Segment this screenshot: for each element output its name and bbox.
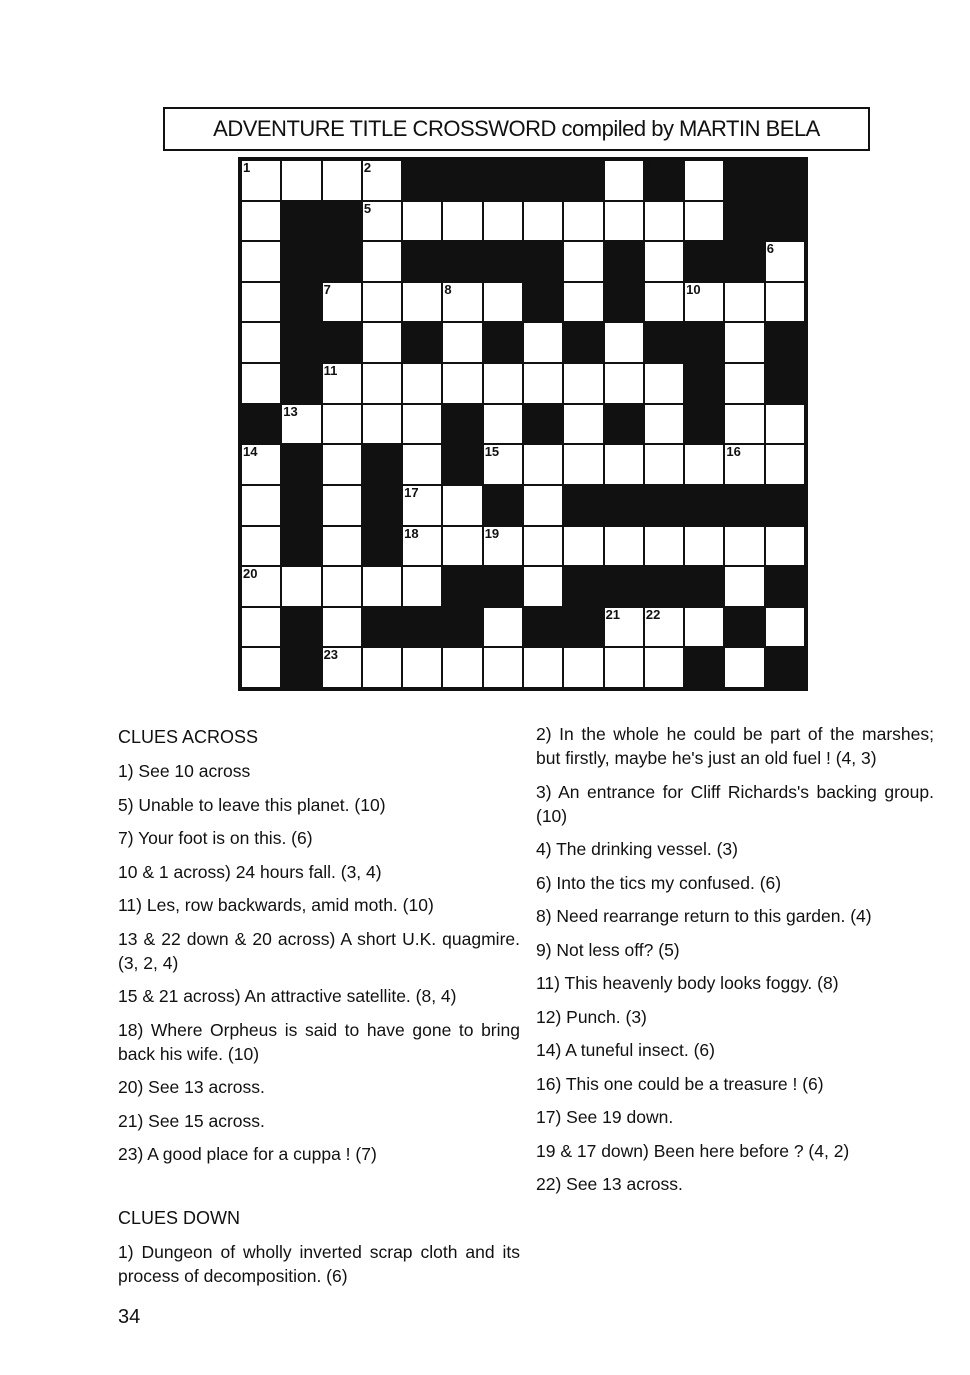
grid-cell-white[interactable] [684,526,724,567]
grid-cell-white[interactable] [442,647,482,688]
grid-cell-black [362,607,402,648]
clue-number: 1 [243,160,251,175]
grid-cell-white[interactable] [483,282,523,323]
page-number: 34 [118,1306,141,1328]
grid-cell-black [322,241,362,282]
grid-cell-black [322,322,362,363]
clue-item: 11) Les, row backwards, amid moth. (10) [118,895,434,915]
clue-number: 11 [323,363,338,379]
grid-cell-white[interactable] [241,444,281,485]
grid-cell-white[interactable] [604,160,644,201]
grid-cell-white[interactable] [241,201,281,242]
grid-cell-white[interactable] [241,566,281,607]
grid-cell-black [281,526,321,567]
grid-cell-white[interactable] [483,526,523,567]
grid-cell-white[interactable] [604,201,644,242]
clue-number: 3 [523,159,532,174]
grid-cell-white[interactable] [322,363,362,404]
grid-cell-black [281,444,321,485]
grid-cell-black [684,647,724,688]
grid-cell-black [483,322,523,363]
grid-cell-white[interactable] [604,526,644,567]
grid-cell-black [483,241,523,282]
grid-cell-white[interactable] [402,485,442,526]
grid-cell-black [724,485,764,526]
grid-cell-white[interactable] [362,566,402,607]
grid-cell-white[interactable] [644,282,684,323]
grid-cell-white[interactable] [563,526,603,567]
clue-item: 18) Where Orpheus is said to have gone to bring back his wife. (10) [118,1019,520,1064]
grid-cell-black [483,485,523,526]
clue-item: 13 & 22 down & 20 across) A short U.K. quagmire. (3, 2, 4) [118,928,520,973]
grid-cell-white[interactable] [322,444,362,485]
grid-cell-white[interactable] [402,444,442,485]
clues-right-column [536,722,934,1206]
grid-cell-black [281,485,321,526]
clue-number: 19 [484,525,500,541]
grid-cell-white[interactable] [362,160,402,201]
grid-cell-white[interactable] [241,647,281,688]
clue-number: 21 [605,606,621,622]
clue-item: 8) Need rearrange return to this garden. (4) [536,906,872,926]
clue-number: 22 [645,606,661,622]
grid-cell-white[interactable] [402,363,442,404]
grid-cell-black [644,566,684,607]
grid-cell-black [362,444,402,485]
grid-cell-white[interactable] [523,485,563,526]
grid-cell-white[interactable] [241,160,281,201]
clue-number: 16 [726,444,741,460]
grid-cell-black [281,282,321,323]
grid-cell-white[interactable] [684,282,724,323]
clue-item: 1) See 10 across [118,761,251,781]
grid-cell-white[interactable] [402,566,442,607]
grid-cell-black [765,160,805,201]
clue-number: 20 [243,566,258,582]
grid-cell-white[interactable] [604,607,644,648]
grid-cell-black [644,160,684,201]
grid-cell-black [442,404,482,445]
grid-cell-white[interactable] [241,607,281,648]
grid-cell-white[interactable] [523,322,563,363]
grid-cell-white[interactable] [563,404,603,445]
grid-cell-black [442,241,482,282]
grid-cell-white[interactable] [402,526,442,567]
grid-cell-white[interactable] [322,566,362,607]
grid-cell-white[interactable] [402,201,442,242]
grid-cell-black [402,241,442,282]
clue-number: 7 [323,281,331,297]
grid-cell-white[interactable] [765,282,805,323]
grid-cell-black [604,282,644,323]
grid-cell-white[interactable] [362,282,402,323]
grid-cell-black [523,607,563,648]
grid-cell-black [402,322,442,363]
grid-cell-black [322,201,362,242]
grid-cell-black [523,160,563,201]
grid-cell-white[interactable] [483,444,523,485]
grid-cell-white[interactable] [402,647,442,688]
grid-cell-white[interactable] [322,160,362,201]
grid-cell-black [241,404,281,445]
grid-cell-black [563,160,603,201]
grid-cell-white[interactable] [241,241,281,282]
grid-cell-black [523,404,563,445]
grid-cell-white[interactable] [241,485,281,526]
grid-cell-white[interactable] [523,363,563,404]
grid-cell-white[interactable] [483,363,523,404]
grid-cell-black [523,241,563,282]
clue-item: 9) Not less off? (5) [536,939,680,960]
clue-item: 2) In the whole he could be part of the marshes; but firstly, maybe he's just an old fuel ! (4, 3) [536,724,934,768]
grid-cell-white[interactable] [241,526,281,567]
grid-cell-white[interactable] [765,444,805,485]
grid-cell-white[interactable] [684,201,724,242]
grid-cell-black [442,607,482,648]
grid-cell-white[interactable] [362,201,402,242]
grid-cell-black [765,566,805,607]
grid-cell-black [644,322,684,363]
clue-number: 23 [323,647,339,663]
grid-cell-white[interactable] [442,322,482,363]
clue-item: 12) Punch. (3) [536,1006,647,1027]
grid-cell-black [563,607,603,648]
grid-cell-black [402,160,442,201]
grid-cell-black [684,566,724,607]
grid-cell-white[interactable] [724,566,764,607]
clue-number: 14 [243,444,258,460]
grid-cell-white[interactable] [563,241,603,282]
grid-cell-white[interactable] [765,607,805,648]
clue-item: 19 & 17 down) Been here before ? (4, 2) [536,1140,850,1161]
grid-cell-white[interactable] [442,363,482,404]
clue-number: 13 [283,403,298,419]
grid-cell-black [684,241,724,282]
grid-cell-white[interactable] [644,363,684,404]
grid-cell-white[interactable] [281,160,321,201]
grid-cell-black [604,241,644,282]
grid-cell-white[interactable] [523,526,563,567]
grid-cell-white[interactable] [604,363,644,404]
grid-cell-white[interactable] [604,444,644,485]
grid-cell-black [523,282,563,323]
grid-cell-white[interactable] [684,607,724,648]
grid-cell-black [362,485,402,526]
grid-cell-black [563,566,603,607]
grid-cell-black [765,201,805,242]
clue-number: 9 [604,280,612,296]
grid-cell-white[interactable] [724,444,764,485]
clue-number: 12 [685,362,700,378]
grid-cell-white[interactable] [523,566,563,607]
clue-item: 1) Dungeon of wholly inverted scrap cloth and its process of decomposition. (6) [118,1242,520,1286]
clue-item: 14) A tuneful insect. (6) [536,1040,715,1060]
grid-cell-black [483,160,523,201]
grid-cell-black [402,607,442,648]
grid-cell-white[interactable] [442,282,482,323]
grid-cell-white[interactable] [765,526,805,567]
grid-cell-black [483,566,523,607]
grid-cell-black [281,363,321,404]
grid-cell-white[interactable] [442,485,482,526]
grid-cell-white[interactable] [563,282,603,323]
grid-cell-white[interactable] [684,160,724,201]
grid-cell-black [563,485,603,526]
grid-cell-black [281,241,321,282]
grid-cell-white[interactable] [322,404,362,445]
grid-cell-white[interactable] [724,404,764,445]
grid-cell-white[interactable] [241,282,281,323]
clue-number: 8 [444,281,452,297]
grid-cell-black [281,201,321,242]
grid-cell-white[interactable] [684,444,724,485]
grid-cell-black [684,322,724,363]
clue-item: 3) An entrance for Cliff Richards's backing group. (10) [536,781,934,826]
grid-cell-white[interactable] [765,404,805,445]
grid-cell-white[interactable] [483,647,523,688]
grid-cell-black [765,363,805,404]
clues-down-heading: CLUES DOWN [118,1208,241,1228]
grid-cell-black [765,485,805,526]
clue-number: 15 [484,444,500,460]
grid-cell-white[interactable] [483,404,523,445]
grid-cell-white[interactable] [523,201,563,242]
clue-item: 20) See 13 across. [118,1077,265,1097]
grid-cell-white[interactable] [322,647,362,688]
grid-cell-white[interactable] [644,241,684,282]
clue-number: 10 [686,281,701,297]
grid-cell-white[interactable] [604,322,644,363]
clue-item: 11) This heavenly body looks foggy. (8) [536,973,839,993]
grid-cell-white[interactable] [644,526,684,567]
clue-item: 7) Your foot is on this. (6) [118,828,313,848]
grid-cell-white[interactable] [322,607,362,648]
grid-cell-white[interactable] [241,322,281,363]
grid-cell-black [765,647,805,688]
grid-cell-white[interactable] [402,282,442,323]
clue-item: 4) The drinking vessel. (3) [536,839,738,859]
grid-cell-white[interactable] [644,404,684,445]
grid-cell-white[interactable] [362,322,402,363]
grid-cell-black [442,160,482,201]
grid-cell-black [724,160,764,201]
grid-cell-white[interactable] [563,201,603,242]
grid-cell-black [724,201,764,242]
grid-cell-black [684,363,724,404]
grid-cell-white[interactable] [362,647,402,688]
grid-cell-black [442,566,482,607]
grid-cell-black [604,566,644,607]
grid-cell-black [765,322,805,363]
grid-cell-black [644,485,684,526]
clue-item: 23) A good place for a cuppa ! (7) [118,1144,377,1164]
crossword-title: ADVENTURE TITLE CROSSWORD compiled by MARTIN BELA [163,107,870,151]
grid-cell-black [281,647,321,688]
grid-cell-white[interactable] [402,404,442,445]
clues-down-list-left [118,1240,520,1288]
grid-cell-white[interactable] [442,201,482,242]
clue-number: 17 [404,484,419,500]
grid-cell-black [684,404,724,445]
clues-across-heading: CLUES ACROSS [118,727,259,747]
grid-cell-white[interactable] [563,363,603,404]
clue-item: 21) See 15 across. [118,1110,265,1131]
grid-cell-black [684,485,724,526]
grid-cell-black [281,322,321,363]
grid-cell-white[interactable] [644,607,684,648]
grid-cell-white[interactable] [483,201,523,242]
clue-item: 6) Into the tics my confused. (6) [536,872,782,893]
grid-cell-black [442,444,482,485]
clue-number: 6 [766,241,774,257]
clue-item: 5) Unable to leave this planet. (10) [118,794,386,815]
clues-across-list [118,759,520,1166]
grid-cell-white[interactable] [724,526,764,567]
grid-cell-white[interactable] [563,647,603,688]
clue-number: 18 [404,525,419,541]
clue-number: 5 [363,200,372,216]
grid-cell-black [362,526,402,567]
grid-cell-white[interactable] [644,201,684,242]
grid-cell-white[interactable] [644,444,684,485]
grid-cell-white[interactable] [523,647,563,688]
clues-left-column [118,725,520,1298]
clue-number: 4 [644,159,653,174]
grid-cell-white[interactable] [523,444,563,485]
grid-cell-white[interactable] [765,241,805,282]
grid-cell-black [563,322,603,363]
grid-cell-white[interactable] [281,566,321,607]
grid-cell-black [724,241,764,282]
grid-cell-white[interactable] [442,526,482,567]
grid-cell-white[interactable] [563,444,603,485]
grid-cell-white[interactable] [322,526,362,567]
grid-cell-black [604,485,644,526]
grid-cell-white[interactable] [724,282,764,323]
crossword-grid [238,157,808,691]
grid-cell-white[interactable] [483,607,523,648]
grid-cell-white[interactable] [724,647,764,688]
grid-cell-white[interactable] [322,282,362,323]
grid-cell-black [281,607,321,648]
grid-cell-white[interactable] [322,485,362,526]
clue-item: 16) This one could be a treasure ! (6) [536,1073,824,1094]
clue-item: 10 & 1 across) 24 hours fall. (3, 4) [118,861,382,882]
grid-cell-white[interactable] [724,363,764,404]
grid-cell-white[interactable] [281,404,321,445]
grid-cell-white[interactable] [362,404,402,445]
clue-item: 22) See 13 across. [536,1174,683,1194]
clue-number: 2 [363,160,372,175]
grid-cell-white[interactable] [604,647,644,688]
grid-cell-white[interactable] [362,241,402,282]
grid-cell-white[interactable] [644,647,684,688]
grid-cell-black [724,607,764,648]
clues-down-list-right [536,722,934,1196]
clue-item: 17) See 19 down. [536,1107,674,1127]
grid-cell-black [604,404,644,445]
grid-cell-white[interactable] [724,322,764,363]
grid-cell-white[interactable] [362,363,402,404]
grid-cell-white[interactable] [241,363,281,404]
clue-item: 15 & 21 across) An attractive satellite. (8, 4) [118,986,457,1006]
